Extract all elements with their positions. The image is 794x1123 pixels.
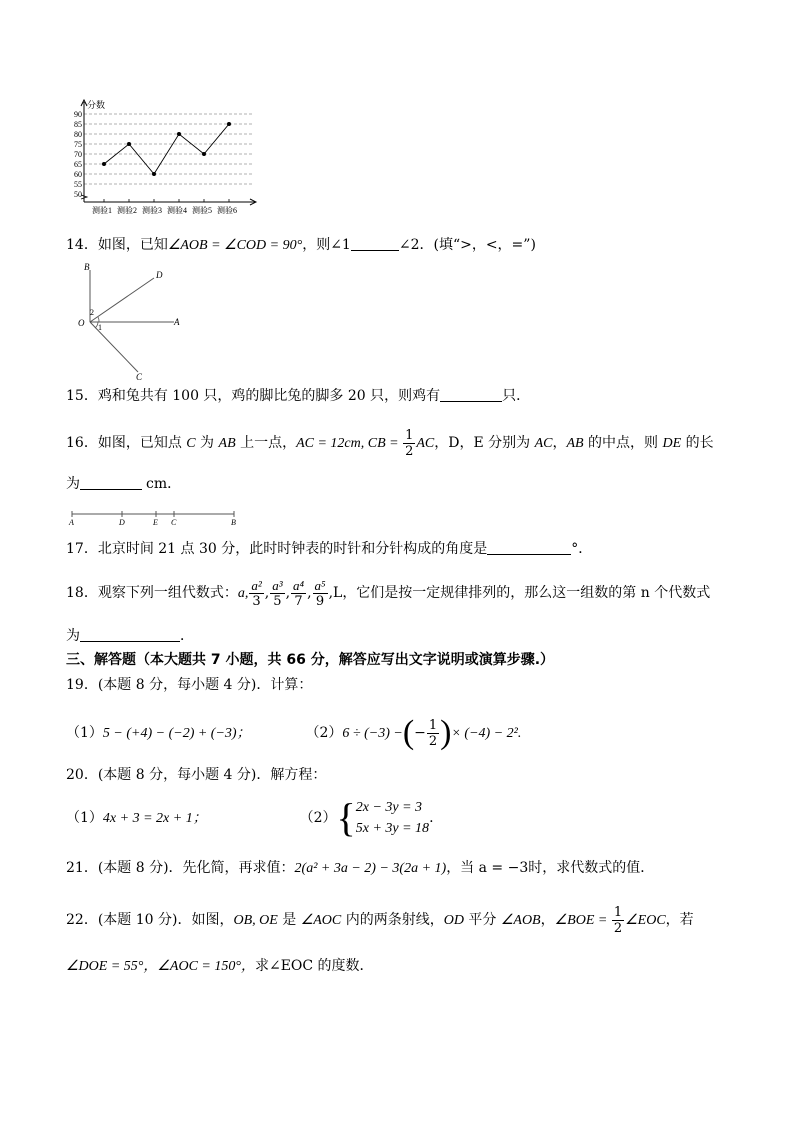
label-c: C bbox=[136, 372, 143, 382]
q16-frac-den: 2 bbox=[405, 443, 414, 459]
question-22-line2 bbox=[66, 956, 374, 977]
q18-term-1 bbox=[249, 578, 263, 609]
y-tick-label: 70 bbox=[74, 150, 82, 159]
q20-brace: { bbox=[336, 795, 356, 840]
q14-math: ∠AOB = ∠COD = 90° bbox=[167, 238, 303, 253]
seg-label-e: E bbox=[153, 518, 158, 527]
q19-part-2-label: （2） bbox=[305, 725, 343, 741]
y-tick-label: 55 bbox=[74, 180, 82, 189]
data-point bbox=[127, 142, 131, 146]
question-20-title: 20．(本题 8 分，每小题 4 分)．解方程： bbox=[66, 767, 327, 783]
q17-answer-blank[interactable] bbox=[487, 540, 571, 555]
q17-text: 17．北京时间 21 点 30 分，此时时钟表的时针和分针构成的角度是 bbox=[66, 541, 488, 557]
q19-part-2-expr-a: 6 ÷ (−3) − bbox=[342, 726, 403, 741]
q16-segment-de: DE bbox=[662, 436, 682, 451]
label-angle-1: 1 bbox=[98, 323, 102, 332]
seg-label-b: B bbox=[231, 518, 236, 527]
q22-text-c: 平分 bbox=[463, 912, 501, 928]
segment-figure-q16 bbox=[68, 508, 248, 528]
q18-first-term: a, bbox=[237, 586, 249, 601]
q20-period: . bbox=[429, 810, 434, 826]
q14-text-mid: ，则∠1 bbox=[302, 237, 351, 253]
angle-2-arc bbox=[98, 317, 99, 322]
q22-ray-od: OD bbox=[443, 913, 464, 928]
y-tick-label: 90 bbox=[74, 110, 82, 119]
question-18: 18．观察下列一组代数式：a, $\frac{\text{a²}}{3}$ , $\frac{\text{a³}}{5}$ , $\frac{\text{a⁴}}{7}$ , $\frac{\text{a⁵}}{9}$ ,L，它们是按一定规律排列的，那么这一组数的第 n 个代数式 bbox=[66, 577, 711, 609]
question-17 bbox=[66, 539, 592, 559]
q21-text-post: ，当 a = −3时，求代数式的值． bbox=[446, 860, 655, 876]
q22-text: 22．(本题 10 分)．如图， bbox=[66, 912, 234, 928]
label-o: O bbox=[78, 318, 85, 328]
q18-term-2-den: 5 bbox=[273, 593, 282, 609]
angle-figure-q14 bbox=[70, 262, 190, 382]
q22-frac-den: 2 bbox=[613, 920, 623, 936]
y-axis-label: 分数 bbox=[87, 100, 106, 110]
q18-term-1-den: 3 bbox=[252, 593, 261, 609]
section-3-heading: 三、解答题（本大题共 7 小题，共 66 分，解答应写出文字说明或演算步骤.） bbox=[66, 652, 555, 668]
q18-term-2 bbox=[270, 578, 284, 609]
y-tick-label: 50 bbox=[74, 190, 82, 199]
data-point bbox=[227, 122, 231, 126]
question-18-line2 bbox=[66, 626, 194, 646]
question-19-parts bbox=[66, 716, 521, 751]
q22-angle-aob: ∠AOB bbox=[500, 913, 541, 928]
score-line-chart bbox=[62, 98, 262, 220]
question-20-parts bbox=[66, 796, 434, 841]
label-a: A bbox=[174, 317, 180, 327]
data-point bbox=[202, 152, 206, 156]
q18-term-3 bbox=[291, 578, 306, 609]
q16-equation: AC = 12cm, CB = bbox=[296, 436, 403, 451]
q14-text-post: ∠2．(填“>，<，=”) bbox=[398, 237, 536, 253]
x-tick-label: 测验4 bbox=[167, 206, 187, 215]
question-19-title: 19．(本题 8 分，每小题 4 分)．计算： bbox=[66, 677, 313, 693]
q17-text-post: °． bbox=[571, 541, 593, 557]
q18-term-2-num: a³ bbox=[272, 577, 283, 593]
q16-segment-ab: AB bbox=[218, 436, 236, 451]
q19-fraction bbox=[427, 718, 439, 749]
q18-term-3-den: 7 bbox=[294, 593, 303, 609]
q16-text-c: 上一点， bbox=[235, 435, 297, 451]
x-tick-label: 测验1 bbox=[92, 206, 112, 215]
label-angle-2: 2 bbox=[90, 308, 94, 317]
q22-text-e: ，若 bbox=[665, 912, 694, 928]
question-16-line2 bbox=[66, 474, 181, 494]
question-16 bbox=[66, 426, 714, 461]
q16-text-d: ，D，E 分别为 bbox=[434, 435, 535, 451]
q20-part-2-label: （2） bbox=[299, 810, 337, 826]
q16-line2-text: 为 bbox=[66, 476, 80, 492]
y-tick-label: 65 bbox=[74, 160, 82, 169]
q19-right-paren: ) bbox=[440, 714, 452, 751]
q19-part-1-expr: 5 − (+4) − (−2) + (−3)； bbox=[102, 726, 251, 741]
y-tick-label: 85 bbox=[74, 120, 82, 129]
q21-text: 21．(本题 8 分)．先化简，再求值： bbox=[66, 860, 295, 876]
q15-text: 15．鸡和兔共有 100 只，鸡的脚比兔的脚多 20 只，则鸡有 bbox=[66, 388, 441, 404]
q20-equation-2: 5x + 3y = 18 bbox=[355, 821, 430, 836]
q20-equation-1: 2x − 3y = 3 bbox=[355, 800, 423, 815]
data-point bbox=[177, 132, 181, 136]
label-d: D bbox=[156, 270, 163, 280]
x-tick-label: 测验5 bbox=[192, 206, 212, 215]
series-line bbox=[104, 124, 229, 174]
q16-text-a: 16．如图，已知点 bbox=[66, 435, 187, 451]
q22-given: ∠DOE = 55°，∠AOC = 150°， bbox=[66, 959, 255, 974]
q18-line2-text: 为 bbox=[66, 628, 80, 644]
q18-term-4-den: 9 bbox=[315, 593, 325, 609]
ray-od bbox=[90, 278, 154, 322]
q19-frac-num: 1 bbox=[428, 717, 438, 733]
q16-fraction bbox=[403, 428, 415, 459]
y-tick-label: 75 bbox=[74, 140, 82, 149]
q20-part-1-label: （1） bbox=[66, 810, 103, 826]
q14-text: 14．如图，已知 bbox=[66, 237, 168, 253]
q22-angle-boe: ∠BOE = bbox=[554, 913, 611, 928]
q18-term-4 bbox=[313, 578, 328, 609]
q15-answer-blank[interactable] bbox=[440, 387, 502, 402]
q19-part-2-expr-b: × (−4) − 2². bbox=[451, 726, 522, 741]
y-tick-label: 80 bbox=[74, 130, 82, 139]
data-point bbox=[102, 162, 106, 166]
q15-text-post: 只． bbox=[502, 388, 531, 404]
q18-ellipsis: ,L bbox=[328, 585, 343, 601]
q16-text-f: 的中点，则 bbox=[583, 435, 663, 451]
q16-text-b: 为 bbox=[195, 435, 219, 451]
q22-rays: OB, OE bbox=[233, 913, 278, 928]
q20-part-1-expr: 4x + 3 = 2x + 1； bbox=[102, 811, 207, 826]
q20-system bbox=[356, 797, 429, 839]
q22-text-a: 是 bbox=[277, 912, 301, 928]
q18-term-1-num: a² bbox=[251, 577, 262, 593]
q19-part-1-label: （1） bbox=[66, 725, 103, 741]
y-tick-label: 60 bbox=[74, 170, 82, 179]
q22-text-b: 内的两条射线， bbox=[341, 912, 444, 928]
x-tick-label: 测验2 bbox=[117, 206, 137, 215]
q16-segment-ac: AC bbox=[534, 436, 553, 451]
q16-unit: cm． bbox=[146, 476, 182, 492]
label-b: B bbox=[84, 262, 90, 272]
q22-fraction bbox=[612, 905, 624, 936]
q16-text-e: ， bbox=[552, 435, 567, 451]
q18-term-4-num: a⁵ bbox=[314, 577, 326, 593]
q18-text-post: ，它们是按一定规律排列的，那么这一组数的第 n 个代数式 bbox=[342, 585, 711, 601]
q18-answer-blank[interactable] bbox=[80, 627, 180, 642]
q19-left-paren: ( bbox=[402, 714, 415, 751]
q16-text-g: 的长 bbox=[681, 435, 714, 451]
q19-frac-den: 2 bbox=[428, 733, 438, 749]
question-14 bbox=[66, 235, 536, 256]
question-22 bbox=[66, 902, 694, 939]
q22-frac-num: 1 bbox=[613, 904, 623, 920]
q16-frac-num: 1 bbox=[405, 427, 414, 443]
x-tick-label: 测验6 bbox=[217, 206, 237, 215]
question-21 bbox=[66, 858, 654, 879]
seg-label-c: C bbox=[171, 518, 177, 527]
q21-expr: 2(a² + 3a − 2) − 3(2a + 1) bbox=[294, 861, 447, 876]
q22-text-d: ， bbox=[540, 912, 555, 928]
q22-angle-eoc: ∠EOC bbox=[625, 913, 666, 928]
q22-angle-aoc: ∠AOC bbox=[300, 913, 342, 928]
q22-ask: 求∠EOC 的度数． bbox=[254, 958, 374, 974]
seg-label-d: D bbox=[119, 518, 125, 527]
q18-text: 18．观察下列一组代数式： bbox=[66, 585, 238, 601]
q14-answer-blank[interactable] bbox=[351, 236, 399, 251]
seg-label-a: A bbox=[69, 518, 74, 527]
q16-point-c: C bbox=[186, 436, 196, 451]
q19-minus: − bbox=[414, 725, 426, 741]
q16-segment-ab-2: AB bbox=[566, 436, 584, 451]
q18-line2-end: ． bbox=[180, 628, 194, 644]
question-15 bbox=[66, 386, 530, 406]
q16-answer-blank[interactable] bbox=[80, 475, 142, 490]
q18-term-3-num: a⁴ bbox=[293, 577, 305, 593]
data-point bbox=[152, 172, 156, 176]
x-tick-label: 测验3 bbox=[142, 206, 162, 215]
q16-equation-ac: AC bbox=[416, 436, 435, 451]
